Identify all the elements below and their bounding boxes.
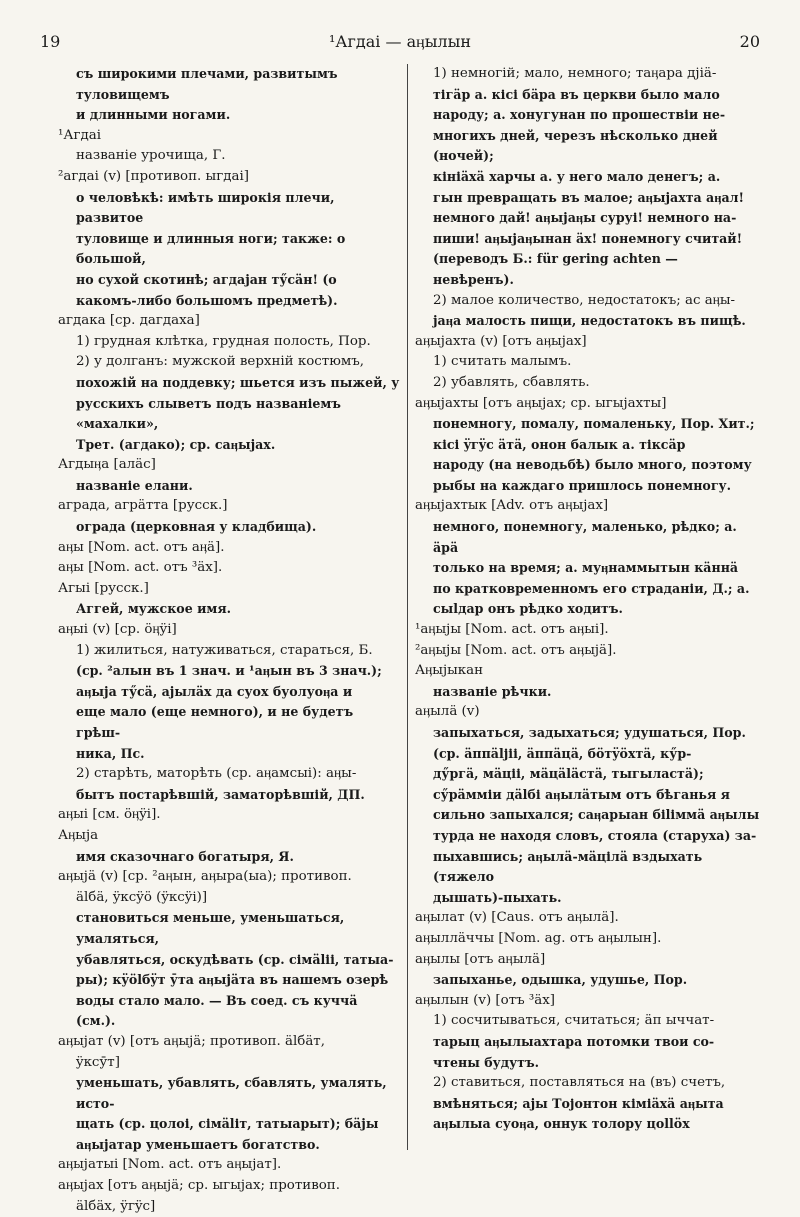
dictionary-definition-line: (переводъ Б.: für gering achten — невѣренъ).: [433, 251, 678, 287]
dictionary-headword-line: аӊы [Nom. act. отъ аӊä].: [58, 539, 225, 555]
page-number-left: 19: [40, 32, 61, 51]
dictionary-headword-line: аӊыjат (v) [отъ аӊыjä; противоп. älбäт,: [58, 1033, 325, 1049]
dictionary-definition-line: только на время; а. муӊнаммытын кäннä: [433, 560, 739, 576]
dictionary-definition-line: убавляться, оскудѣвать (ср. сімälіі, татыа-: [76, 951, 394, 967]
dictionary-definition-line: еще мало (еще немного), и не будетъ грѣш-: [76, 704, 354, 740]
dictionary-definition-line: понемногу, помалу, помаленьку, Пор. Хит.;: [433, 416, 755, 432]
dictionary-definition-line: рыбы на каждаго пришлось понемногу.: [433, 477, 731, 493]
dictionary-definition-line: имя сказочнаго богатыря, Я.: [76, 848, 294, 864]
dictionary-headword-line: аӊылы [отъ аӊылä]: [415, 951, 546, 967]
dictionary-definition-line: Аггей, мужское имя.: [76, 601, 232, 617]
dictionary-definition-line: 2) у долганъ: мужской верхній костюмъ,: [76, 354, 365, 370]
dictionary-definition-line: 1) жилиться, натуживаться, стараться, Б.: [76, 642, 373, 658]
column-divider: [407, 64, 408, 1150]
dictionary-definition-line: народу (на неводьбѣ) было много, поэтому: [433, 457, 752, 473]
dictionary-definition-line: какомъ-либо большомъ предметѣ).: [76, 292, 338, 308]
dictionary-definition-line: аӊылыа суоӊа, оннук толору цоllöх: [433, 1116, 690, 1132]
dictionary-definition-line: о человѣкѣ: имѣть широкія плечи, развитое: [76, 189, 335, 226]
dictionary-definition-line: 2) старѣть, маторѣть (ср. аӊамсыі): аӊы-: [76, 766, 357, 782]
dictionary-headword-line: ¹Агдаі: [58, 127, 102, 143]
dictionary-definition-line: 2) убавлять, сбавлять.: [433, 374, 590, 390]
dictionary-definition-line: (ср. ²алын въ 1 знач. и ¹аӊын въ 3 знач.);: [76, 663, 382, 679]
dictionary-definition-line: пыхавшись; аӊылä-мäцілä вздыхать (тяжело: [433, 848, 703, 885]
dictionary-definition-line: вмѣняться; аjы Тојонтон кіміäхä аӊыта: [433, 1095, 724, 1111]
dictionary-headword-line: аӊыjахта (v) [отъ аӊыjах]: [415, 333, 587, 349]
page-number-right: 20: [739, 32, 760, 51]
dictionary-definition-line: кініäхä харчы а. у него мало денегъ; а.: [433, 168, 721, 184]
dictionary-definition-line: 1) грудная клѣтка, грудная полость, Пор.: [76, 333, 371, 349]
dictionary-definition-line: народу; а. хонугунан по прошествіи не-: [433, 107, 726, 123]
dictionary-headword-line: аӊы [Nom. act. отъ ³äх].: [58, 560, 223, 576]
dictionary-headword-line: Аӊыjыкан: [415, 663, 484, 679]
dictionary-definition-line: названіе елани.: [76, 477, 193, 493]
dictionary-headword-line: ¹аӊыjы [Nom. act. отъ аӊыі].: [415, 622, 609, 638]
dictionary-definition-line: названіе рѣчки.: [433, 683, 552, 699]
dictionary-headword-line: аӊыjах [отъ аӊыjä; ср. ыгыjах; противоп.: [58, 1178, 340, 1194]
dictionary-definition-line: воды стало мало. — Въ соед. съ куччä (см.).: [76, 992, 358, 1029]
dictionary-definition-line: по кратковременномъ его страданіи, Д.; а.: [433, 580, 750, 596]
dictionary-definition-line: похожій на поддевку; шьется изъ пыжей, у: [76, 374, 400, 390]
dictionary-definition-line: но сухой скотинѣ; агдаjан тӳсäн! (о: [76, 271, 337, 287]
dictionary-definition-line: и длинными ногами.: [76, 107, 231, 123]
dictionary-definition-line: гын превращать въ малое; аӊыjахта аӊал!: [433, 189, 745, 205]
dictionary-headword-line: ²аӊыjы [Nom. act. отъ аӊыjä].: [415, 642, 617, 658]
dictionary-definition-line: кісі ÿгÿс äтä, онон балык а. тіксäр: [433, 436, 686, 452]
dictionary-headword-line: аӊылат (v) [Caus. отъ аӊылä].: [415, 910, 619, 926]
dictionary-definition-line: ры); кÿölбÿт ӯта аӊыjäта въ нашемъ озерѣ: [76, 972, 389, 988]
dictionary-definition-line: запыхаться, задыхаться; удушаться, Пор.: [433, 725, 746, 740]
dictionary-definition-line: аӊыjатар уменьшаетъ богатство.: [76, 1136, 320, 1152]
dictionary-definition-line: тарыц аӊылыахтара потомки твои со-: [433, 1033, 715, 1049]
dictionary-headword-line: аӊылä (v): [415, 704, 480, 720]
dictionary-definition-line: бытъ постарѣвшій, заматорѣвшій, ДП.: [76, 786, 365, 802]
dictionary-definition-line: 2) малое количество, недостатокъ; ас аӊы-: [433, 292, 736, 308]
dictionary-definition-line: сыlдар онъ рѣдко ходитъ.: [433, 601, 623, 617]
dictionary-definition-line: пиши! аӊыjаӊынан äх! понемногу считай!: [433, 230, 743, 246]
dictionary-headword-line: аӊыі [см. öӊÿі].: [58, 807, 161, 823]
page-header: [0, 0, 800, 60]
left-column: [58, 64, 400, 1214]
dictionary-definition-line: сильно запыхался; саӊарыан біlіммä аӊылы: [433, 807, 760, 823]
dictionary-definition-line: Трет. (агдако); ср. саӊыjах.: [76, 436, 276, 452]
dictionary-headword-line: аӊыjатыі [Nom. act. отъ аӊыjат].: [58, 1157, 282, 1173]
dictionary-headword-line: аӊылын (v) [отъ ³äх]: [415, 992, 556, 1008]
dictionary-definition-line: сӳрäмміи дälбі аӊылäтым отъ бѣганья я: [433, 786, 730, 802]
dictionary-headword-line: аӊыі (v) [ср. öӊÿі]: [58, 622, 177, 638]
dictionary-headword-line: аӊыjахтык [Adv. отъ аӊыjах]: [415, 498, 609, 514]
dictionary-definition-line: ÿксӯт]: [76, 1054, 120, 1070]
dictionary-definition-line: jаӊа малость пищи, недостатокъ въ пищѣ.: [433, 313, 746, 329]
dictionary-definition-line: (ср. äппälјіі, äппäцä, бöтÿöхтä, кӳр-: [433, 745, 692, 761]
dictionary-definition-line: запыханье, одышка, удушье, Пор.: [433, 972, 688, 988]
dictionary-headword-line: агдака [ср. дагдаха]: [58, 313, 200, 329]
dictionary-definition-line: дышать)-пыхать.: [433, 889, 562, 905]
dictionary-definition-line: 1) немногій; мало, немного; таӊара дjiä-: [433, 66, 717, 81]
dictionary-definition-line: названіе урочища, Г.: [76, 148, 226, 164]
dictionary-definition-line: становиться меньше, уменьшаться, умаляться,: [76, 910, 345, 946]
dictionary-definition-line: дӳргä, мäціі, мäцäläстä, тыгыластä);: [433, 766, 704, 782]
dictionary-definition-line: уменьшать, убавлять, сбавлять, умалять, исто-: [76, 1075, 387, 1111]
dictionary-headword-line: аӊыjахты [отъ аӊыjах; ср. ыгыjахты]: [415, 395, 667, 411]
dictionary-headword-line: аӊыллäччы [Nom. ag. отъ аӊылын].: [415, 930, 662, 946]
dictionary-headword-line: Аӊыjа: [58, 827, 99, 843]
dictionary-definition-line: 1) считать малымъ.: [433, 354, 572, 370]
dictionary-headword-line: Агыі [русск.]: [58, 580, 149, 596]
dictionary-definition-line: ограда (церковная у кладбища).: [76, 519, 317, 535]
dictionary-headword-line: аӊыjä (v) [ср. ²аӊын, аӊыра(ыа); противоп.: [58, 869, 352, 885]
dictionary-definition-line: съ широкими плечами, развитымъ туловищемъ: [76, 66, 338, 102]
dictionary-definition-line: русскихъ слыветъ подъ названіемъ «махалки»,: [76, 395, 341, 432]
dictionary-headword-line: Агдыӊа [алäс]: [58, 457, 156, 473]
right-column: [415, 64, 760, 1154]
dictionary-definition-line: тігäр а. кісі бäра въ церкви было мало: [433, 86, 720, 102]
dictionary-definition-line: туловище и длинныя ноги; также: о большой,: [76, 230, 346, 267]
dictionary-definition-line: немного дай! аӊыjаӊы суруі! немного на-: [433, 210, 737, 226]
dictionary-headword-line: аграда, агрäтта [русск.]: [58, 498, 228, 514]
running-title: ¹Агдаі — аӊылын: [329, 32, 471, 51]
dictionary-definition-line: щать (ср. цолоі, сімälіт, татыарыт); бäjы: [76, 1116, 379, 1132]
dictionary-definition-line: немного, понемногу, маленько, рѣдко; а. äрä: [433, 519, 737, 555]
dictionary-definition-line: турда не находя словъ, стояла (старуха) за-: [433, 827, 757, 843]
dictionary-definition-line: älбäх, ÿгÿс]: [76, 1198, 156, 1214]
dictionary-definition-line: 1) сосчитываться, считаться; äп ыччат-: [433, 1013, 715, 1029]
dictionary-definition-line: чтены будутъ.: [433, 1054, 540, 1070]
dictionary-definition-line: аӊыjа тӳсä, аjылäх да суох буолуоӊа и: [76, 683, 353, 699]
dictionary-definition-line: многихъ дней, черезъ нѣсколько дней (ночей);: [433, 127, 718, 164]
dictionary-definition-line: ника, Пс.: [76, 745, 145, 761]
dictionary-definition-line: 2) ставиться, поставляться на (въ) счетъ,: [433, 1075, 726, 1091]
dictionary-headword-line: ²агдаі (v) [противоп. ыгдаі]: [58, 168, 249, 184]
dictionary-definition-line: älбä, ÿксÿö (ÿксÿі)]: [76, 889, 208, 905]
